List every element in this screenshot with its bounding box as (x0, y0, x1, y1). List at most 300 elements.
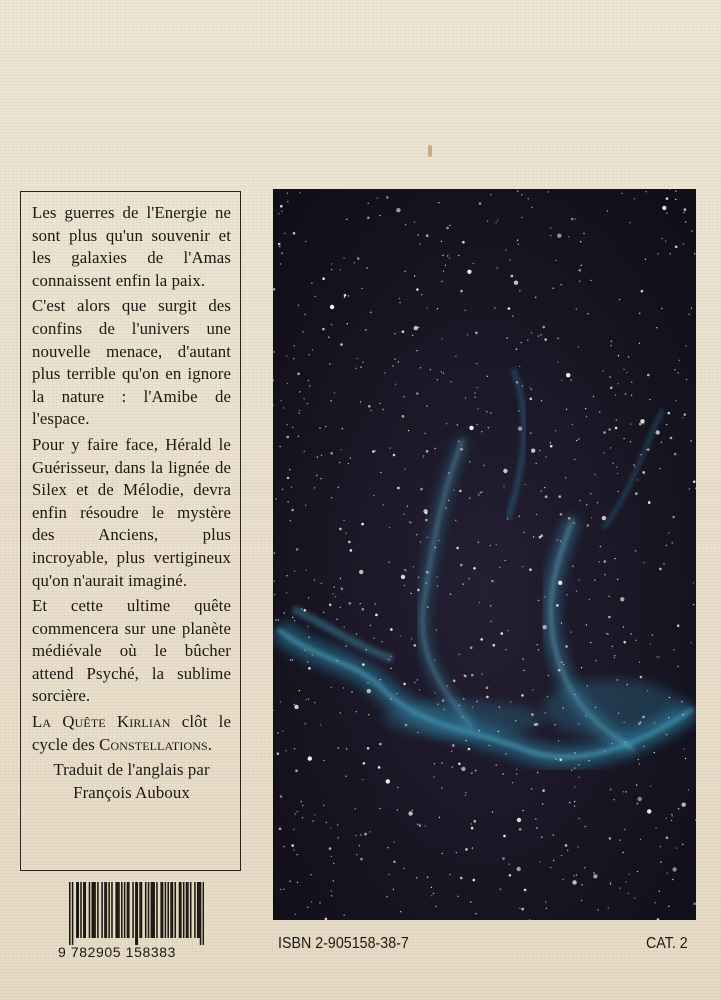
star (449, 257, 450, 258)
star (307, 661, 308, 662)
barcode-bar (186, 882, 188, 938)
star (625, 881, 626, 882)
star (298, 412, 299, 413)
star (366, 649, 367, 650)
star (561, 855, 562, 856)
star (562, 879, 563, 880)
star (634, 466, 635, 467)
star (286, 424, 287, 425)
star (492, 811, 493, 812)
star (593, 874, 597, 878)
star (643, 562, 644, 563)
star (425, 512, 428, 515)
star (382, 409, 383, 410)
star (614, 799, 615, 800)
star (297, 882, 298, 883)
star (411, 593, 412, 594)
star (362, 779, 363, 780)
star (611, 341, 612, 342)
star (490, 194, 491, 195)
star (359, 570, 363, 574)
star (424, 433, 425, 434)
star (494, 307, 495, 308)
star (590, 642, 591, 643)
barcode-bar (127, 882, 129, 938)
star (433, 776, 434, 777)
star (480, 638, 483, 641)
star (614, 655, 615, 656)
star (512, 316, 513, 317)
star (617, 383, 618, 384)
star (550, 227, 551, 228)
star (338, 747, 339, 748)
star (662, 238, 663, 239)
star (495, 222, 496, 223)
star (681, 701, 682, 702)
star (487, 221, 488, 222)
star (438, 202, 439, 203)
star (283, 889, 284, 890)
star (498, 731, 499, 732)
star (497, 220, 498, 221)
star (640, 721, 641, 722)
star (446, 227, 449, 230)
star (585, 408, 586, 409)
star (479, 602, 480, 603)
star (302, 331, 303, 332)
star (623, 852, 624, 853)
star (542, 803, 543, 804)
blurb-paragraph-1: Les guerres de l'Energie ne sont plus qu'un souvenir et les galaxies de l'Amas connaissent enfin la paix. (32, 203, 231, 290)
star (502, 857, 505, 860)
star (574, 459, 575, 460)
star (330, 828, 331, 829)
star (458, 763, 461, 766)
blurb-closing (32, 711, 231, 756)
star (412, 335, 413, 336)
star (633, 464, 634, 465)
star (447, 685, 448, 686)
star (465, 310, 466, 311)
star (581, 667, 582, 668)
star (294, 748, 295, 749)
star (431, 895, 432, 896)
star (345, 645, 346, 646)
star (474, 820, 477, 823)
star (287, 201, 288, 202)
star (284, 612, 285, 613)
barcode-bar (121, 882, 123, 938)
star (660, 862, 661, 863)
star (375, 614, 378, 617)
barcode-bar (190, 882, 192, 938)
star (386, 196, 389, 199)
star (544, 596, 545, 597)
star (544, 338, 547, 341)
barcode-bar (135, 882, 137, 945)
barcode-bar (124, 882, 126, 938)
star (399, 302, 400, 303)
star (575, 218, 576, 219)
star (467, 270, 471, 274)
blurb-paragraph-3: Pour y faire face, Hérald le Guérisseur, dans la lignée de Silex et de Mélodie, devra enfin résoudre le mystère des Anciens, plus incroyable, plus vertigineux qu'on n'aurait imaginé. (32, 434, 231, 590)
star (571, 218, 574, 221)
star (348, 463, 349, 464)
star (621, 193, 622, 194)
star (414, 682, 415, 683)
star (417, 234, 418, 235)
star (409, 521, 410, 522)
star (457, 896, 458, 897)
star (350, 457, 351, 458)
star (303, 398, 304, 399)
star (546, 456, 547, 457)
barcode-bar (83, 882, 85, 938)
star (506, 337, 507, 338)
star (291, 487, 292, 488)
category-label: CAT. 2 (646, 935, 688, 952)
star (559, 759, 562, 762)
star (471, 823, 472, 824)
star (314, 814, 315, 815)
star (499, 706, 500, 707)
star (477, 424, 478, 425)
star (356, 854, 357, 855)
star (469, 461, 470, 462)
star (636, 803, 637, 804)
star (617, 679, 618, 680)
star (394, 333, 395, 334)
star (293, 358, 294, 359)
star (561, 380, 562, 381)
star (536, 827, 537, 828)
star (688, 789, 689, 790)
star (471, 674, 474, 677)
star (462, 716, 463, 717)
star (654, 752, 655, 753)
star (331, 497, 332, 498)
star (418, 577, 419, 578)
star (500, 889, 501, 890)
star (332, 593, 333, 594)
star (350, 549, 353, 552)
star (533, 536, 534, 537)
star (299, 690, 300, 691)
star (362, 608, 365, 611)
star (392, 365, 393, 366)
star (587, 685, 588, 686)
credit-line-2: François Auboux (73, 782, 190, 802)
star (402, 415, 405, 418)
star (404, 569, 405, 570)
star (426, 571, 429, 574)
star (663, 563, 664, 564)
star (623, 641, 626, 644)
star (522, 385, 523, 386)
star (478, 542, 479, 543)
star (380, 472, 381, 473)
star (610, 883, 611, 884)
star (556, 604, 559, 607)
star (475, 913, 476, 914)
book-title: La Quête Kirlian (32, 712, 171, 732)
star (413, 566, 414, 567)
star (346, 748, 347, 749)
star (368, 203, 369, 204)
star (420, 488, 423, 491)
star (584, 867, 585, 868)
star (628, 356, 629, 357)
star (546, 908, 547, 909)
star (540, 334, 541, 335)
star (623, 791, 624, 792)
star (568, 517, 571, 520)
star (517, 867, 521, 871)
star (416, 350, 417, 351)
star (563, 664, 564, 665)
barcode-bar (197, 882, 199, 938)
star (625, 393, 626, 394)
star (561, 622, 562, 623)
star (555, 758, 556, 759)
star (370, 410, 371, 411)
star (578, 346, 579, 347)
star (508, 864, 509, 865)
star (407, 506, 408, 507)
star (309, 354, 310, 355)
star (639, 423, 642, 426)
star (486, 411, 487, 412)
barcode-bar (89, 882, 91, 938)
star (436, 629, 437, 630)
barcode-bar (139, 882, 141, 938)
star (404, 585, 405, 586)
star (400, 635, 401, 636)
star (630, 423, 631, 424)
star (650, 785, 651, 786)
barcode-bar (187, 882, 189, 938)
star (348, 295, 349, 296)
star (300, 192, 301, 193)
star (402, 330, 405, 333)
star (330, 890, 331, 891)
blurb-paragraph-4: Et cette ultime quête commencera sur une planète médiévale où le bûcher attend Psyché, la sublime sorcière. (32, 596, 231, 706)
star (369, 831, 370, 832)
star (416, 288, 419, 291)
star (612, 646, 613, 647)
star (672, 815, 673, 816)
star (548, 675, 549, 676)
star (672, 867, 676, 871)
star (555, 430, 556, 431)
star (390, 698, 391, 699)
star (475, 332, 478, 335)
star (360, 834, 361, 835)
star (524, 484, 525, 485)
star (414, 644, 417, 647)
star (405, 224, 406, 225)
star (586, 624, 587, 625)
star (419, 689, 420, 690)
barcode-bar (170, 882, 172, 938)
star (514, 281, 518, 285)
star (641, 290, 644, 293)
star (396, 693, 397, 694)
star (322, 328, 325, 331)
star (373, 495, 374, 496)
star (410, 522, 411, 523)
star (290, 660, 291, 661)
star (693, 902, 696, 905)
star (496, 544, 497, 545)
star (347, 323, 348, 324)
star (619, 299, 620, 300)
star (403, 683, 406, 686)
star (611, 743, 612, 744)
star (423, 457, 424, 458)
star (686, 345, 687, 346)
star (628, 874, 629, 875)
star (625, 741, 626, 742)
star (294, 345, 295, 346)
star (581, 900, 582, 901)
star (531, 713, 534, 716)
star (545, 495, 548, 498)
star (420, 541, 421, 542)
star (396, 208, 400, 212)
star (309, 385, 310, 386)
star (287, 501, 288, 502)
star (458, 654, 459, 655)
star (367, 747, 370, 750)
star (639, 343, 640, 344)
barcode-bar (93, 882, 95, 938)
star (618, 713, 619, 714)
star (675, 199, 676, 200)
star (647, 374, 650, 377)
barcode-bar (174, 882, 176, 938)
star (474, 392, 475, 393)
star (418, 327, 419, 328)
star (308, 380, 309, 381)
star (460, 290, 463, 293)
star (310, 874, 311, 875)
star (610, 387, 613, 390)
star (372, 450, 375, 453)
star (294, 571, 295, 572)
star (465, 397, 466, 398)
star (294, 705, 298, 709)
star (387, 847, 388, 848)
star (614, 657, 615, 658)
star (441, 371, 442, 372)
star (462, 449, 463, 450)
star (420, 367, 421, 368)
star (593, 396, 594, 397)
star (473, 263, 474, 264)
barcode-bar (106, 882, 108, 938)
star (577, 846, 578, 847)
star (443, 373, 444, 374)
star (516, 769, 517, 770)
credit-line-1: Traduit de l'anglais par (53, 760, 210, 780)
star (568, 236, 569, 237)
star (451, 381, 452, 382)
star (427, 877, 428, 878)
star (684, 413, 687, 416)
star (578, 438, 579, 439)
barcode-bar (203, 882, 204, 945)
star (360, 858, 363, 861)
nebula-illustration (273, 189, 696, 920)
star (553, 834, 554, 835)
star (505, 249, 506, 250)
star (279, 446, 280, 447)
star (452, 744, 455, 747)
star (578, 269, 581, 272)
star (451, 751, 452, 752)
star (314, 702, 315, 703)
star (365, 329, 366, 330)
star (566, 373, 570, 377)
star (659, 568, 662, 571)
star (640, 676, 643, 679)
star (531, 788, 532, 789)
blurb-box (20, 191, 241, 871)
star (610, 789, 611, 790)
star (612, 463, 613, 464)
star (295, 914, 296, 915)
barcode-bar (132, 882, 134, 938)
star (478, 494, 479, 495)
star (274, 594, 275, 595)
star (550, 235, 551, 236)
star (414, 275, 415, 276)
star (540, 534, 543, 537)
star (673, 649, 674, 650)
barcode-bar (165, 882, 167, 938)
star (629, 222, 630, 223)
star (449, 225, 450, 226)
star (472, 707, 473, 708)
star (394, 359, 395, 360)
star (442, 853, 443, 854)
star (608, 616, 611, 619)
star (435, 906, 436, 907)
star (277, 752, 280, 755)
star (636, 784, 637, 785)
star (343, 257, 344, 258)
star (444, 709, 445, 710)
star (548, 191, 549, 192)
star (550, 442, 551, 443)
star (615, 395, 616, 396)
star (469, 497, 470, 498)
star (619, 887, 620, 888)
star (553, 288, 554, 289)
star (530, 432, 531, 433)
star (360, 603, 361, 604)
star (501, 632, 504, 635)
star (336, 619, 337, 620)
star (301, 608, 302, 609)
star (550, 867, 551, 868)
star (368, 405, 371, 408)
barcode-bar (94, 882, 96, 938)
barcode-number: 9 782905 158383 (58, 944, 176, 960)
star (545, 901, 546, 902)
star (319, 902, 320, 903)
